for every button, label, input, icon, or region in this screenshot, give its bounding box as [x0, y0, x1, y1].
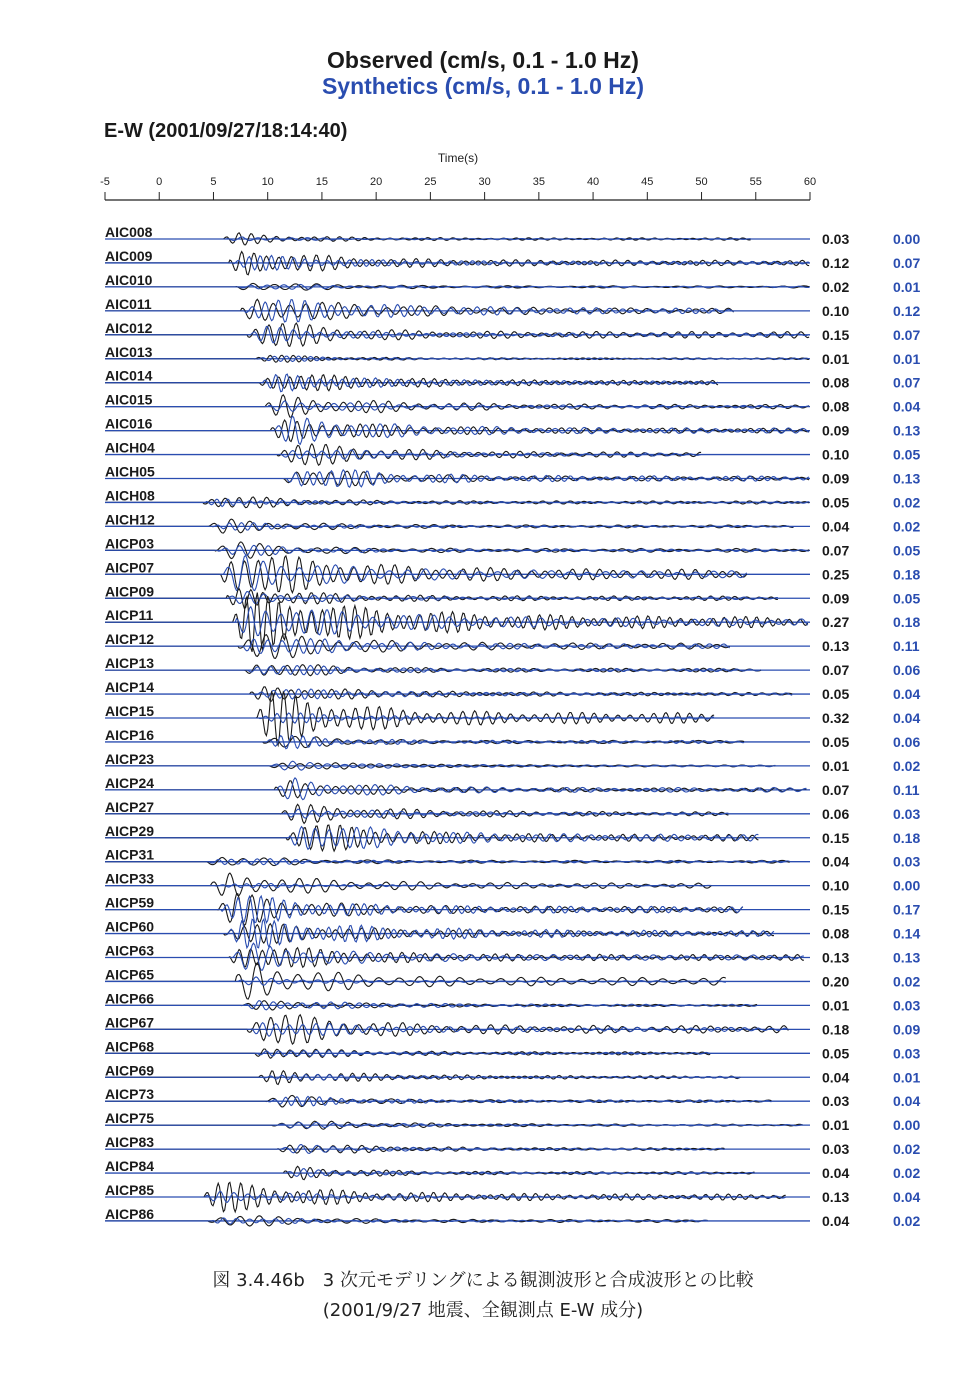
station-label: AICP63	[105, 942, 155, 959]
x-tick-label: 50	[695, 176, 708, 188]
observed-max-value: 0.13	[822, 949, 850, 966]
observed-max-value: 0.20	[822, 973, 850, 990]
synthetic-max-value: 0.06	[893, 733, 921, 750]
station-label: AICP83	[105, 1134, 155, 1151]
synthetic-max-value: 0.02	[893, 973, 921, 990]
station-label: AICP65	[105, 966, 155, 983]
synthetic-max-value: 0.18	[893, 829, 921, 846]
x-tick-label: 0	[156, 176, 163, 188]
synthetic-trace	[105, 859, 790, 865]
synthetic-max-value: 0.14	[893, 925, 921, 942]
x-tick-label: 35	[532, 176, 545, 188]
station-label: AICP59	[105, 894, 155, 911]
station-label: AICP11	[105, 607, 154, 624]
station-label: AICP67	[105, 1014, 155, 1031]
synthetic-max-value: 0.07	[893, 326, 921, 343]
observed-max-value: 0.13	[822, 638, 850, 655]
synthetic-max-value: 0.07	[893, 374, 921, 391]
station-label: AIC008	[105, 224, 153, 240]
observed-max-value: 0.13	[822, 1189, 850, 1205]
observed-max-value: 0.03	[822, 1141, 850, 1158]
x-tick-label: 10	[261, 176, 274, 188]
synthetic-max-value: 0.04	[893, 398, 921, 415]
synthetic-max-value: 0.07	[893, 254, 921, 271]
x-tick-label: 55	[749, 176, 762, 188]
observed-max-value: 0.15	[822, 326, 850, 343]
station-label: AIC014	[105, 367, 153, 384]
station-label: AICP33	[105, 870, 155, 887]
station-label: AICP84	[105, 1158, 155, 1175]
station-label: AICH04	[105, 439, 155, 456]
synthetic-max-value: 0.04	[893, 710, 921, 726]
x-tick-label: 60	[803, 176, 817, 188]
synthetic-max-value: 0.04	[893, 1189, 921, 1205]
observed-max-value: 0.27	[822, 614, 850, 631]
synthetic-max-value: 0.17	[893, 901, 921, 918]
synthetic-max-value: 0.02	[893, 1141, 921, 1158]
observed-max-value: 0.04	[822, 853, 850, 870]
observed-max-value: 0.05	[822, 1045, 850, 1062]
x-tick-label: 5	[210, 176, 217, 188]
observed-max-value: 0.08	[822, 398, 850, 415]
observed-max-value: 0.07	[822, 781, 850, 798]
synthetic-max-value: 0.13	[893, 470, 921, 487]
x-tick-label: 40	[586, 176, 600, 188]
synthetic-max-value: 0.03	[893, 997, 921, 1014]
station-label: AICP23	[105, 750, 155, 767]
synthetic-max-value: 0.00	[893, 231, 921, 247]
synthetic-max-value: 0.03	[893, 805, 921, 822]
synthetic-max-value: 0.01	[893, 350, 921, 367]
synthetic-max-value: 0.05	[893, 542, 921, 559]
observed-trace	[105, 299, 734, 320]
observed-max-value: 0.01	[822, 757, 850, 774]
station-label: AICP75	[105, 1110, 155, 1127]
x-tick-label: 20	[370, 176, 383, 188]
synthetic-max-value: 0.02	[893, 518, 921, 535]
station-label: AICP60	[105, 918, 155, 935]
observed-max-value: 0.03	[822, 1093, 850, 1110]
station-label: AIC012	[105, 319, 153, 336]
component-label: E-W (2001/09/27/18:14:40)	[104, 120, 348, 142]
synthetic-max-value: 0.00	[893, 877, 921, 894]
synthetic-max-value: 0.03	[893, 1045, 921, 1062]
synthetic-max-value: 0.18	[893, 566, 921, 583]
synthetic-trace	[105, 607, 808, 636]
observed-max-value: 0.02	[822, 278, 850, 295]
synthetic-max-value: 0.01	[893, 278, 921, 295]
observed-max-value: 0.08	[822, 374, 850, 391]
x-tick-label: 25	[424, 176, 437, 188]
observed-max-value: 0.04	[822, 1165, 850, 1182]
station-label: AIC013	[105, 343, 153, 360]
observed-max-value: 0.01	[822, 997, 850, 1014]
observed-max-value: 0.01	[822, 1117, 850, 1134]
station-label: AICH05	[105, 463, 155, 480]
station-label: AICP68	[105, 1038, 155, 1055]
station-label: AIC016	[105, 415, 153, 432]
observed-max-value: 0.15	[822, 829, 850, 846]
synthetic-max-value: 0.05	[893, 446, 921, 463]
x-tick-label: -5	[100, 176, 110, 188]
x-tick-label: 45	[641, 176, 654, 188]
observed-max-value: 0.09	[822, 422, 850, 439]
synthetic-max-value: 0.00	[893, 1117, 921, 1134]
synthetic-max-value: 0.02	[893, 494, 921, 511]
synthetic-max-value: 0.06	[893, 662, 921, 679]
station-label: AICH08	[105, 487, 155, 504]
synthetic-max-value: 0.13	[893, 422, 921, 439]
observed-max-value: 0.32	[822, 710, 850, 726]
synthetic-max-value: 0.04	[893, 1093, 921, 1110]
station-label: AICP07	[105, 559, 155, 576]
observed-max-value: 0.04	[822, 1069, 850, 1086]
observed-max-value: 0.07	[822, 662, 850, 679]
synthetic-trace	[105, 285, 809, 290]
observed-max-value: 0.05	[822, 494, 850, 511]
synthetic-max-value: 0.09	[893, 1021, 921, 1038]
observed-max-value: 0.10	[822, 302, 850, 319]
station-label: AIC015	[105, 391, 153, 408]
synthetic-max-value: 0.02	[893, 757, 921, 774]
synthetic-trace	[105, 1122, 803, 1128]
observed-max-value: 0.15	[822, 901, 850, 918]
station-label: AICP09	[105, 583, 155, 600]
station-label: AICP85	[105, 1182, 155, 1198]
station-label: AICP86	[105, 1205, 155, 1222]
synthetic-max-value: 0.11	[893, 781, 920, 798]
station-label: AICP14	[105, 679, 155, 696]
observed-max-value: 0.12	[822, 254, 850, 271]
station-label: AIC010	[105, 271, 153, 288]
observed-trace	[105, 870, 712, 895]
synthetic-max-value: 0.05	[893, 590, 921, 607]
station-label: AIC011	[105, 295, 152, 312]
observed-max-value: 0.25	[822, 566, 850, 583]
station-label: AICP69	[105, 1062, 155, 1079]
observed-max-value: 0.18	[822, 1021, 850, 1038]
synthetic-max-value: 0.11	[893, 638, 920, 655]
station-label: AICP29	[105, 822, 155, 839]
station-label: AICH12	[105, 511, 155, 528]
synthetic-max-value: 0.18	[893, 614, 921, 631]
x-tick-label: 30	[478, 176, 491, 188]
station-label: AICP27	[105, 798, 155, 815]
observed-max-value: 0.04	[822, 1212, 850, 1229]
observed-max-value: 0.09	[822, 470, 850, 487]
chart-title-observed: Observed (cm/s, 0.1 - 1.0 Hz)	[327, 47, 639, 73]
synthetic-max-value: 0.02	[893, 1165, 921, 1182]
station-label: AICP13	[105, 655, 155, 672]
x-tick-label: 15	[315, 176, 329, 188]
synthetic-trace	[105, 943, 804, 970]
observed-max-value: 0.03	[822, 231, 850, 247]
station-label: AICP31	[105, 846, 155, 863]
synthetic-trace	[105, 523, 794, 531]
synthetic-max-value: 0.01	[893, 1069, 921, 1086]
figure-caption-sub: (2001/9/27 地震、全観測点 E-W 成分)	[322, 1300, 644, 1321]
station-label: AICP24	[105, 774, 155, 791]
observed-max-value: 0.09	[822, 590, 850, 607]
synthetic-max-value: 0.03	[893, 853, 921, 870]
observed-max-value: 0.08	[822, 925, 850, 942]
station-label: AICP03	[105, 535, 155, 552]
station-label: AICP16	[105, 726, 155, 743]
synthetic-max-value: 0.12	[893, 302, 921, 319]
station-label: AICP73	[105, 1086, 155, 1103]
x-axis-label: Time(s)	[437, 151, 479, 165]
observed-max-value: 0.10	[822, 877, 850, 894]
synthetic-trace	[105, 556, 747, 591]
observed-max-value: 0.04	[822, 518, 850, 535]
observed-max-value: 0.05	[822, 733, 850, 750]
synthetic-max-value: 0.04	[893, 686, 921, 703]
station-label: AIC009	[105, 247, 153, 264]
synthetic-max-value: 0.13	[893, 949, 921, 966]
observed-max-value: 0.01	[822, 350, 850, 367]
observed-max-value: 0.07	[822, 542, 850, 559]
synthetic-max-value: 0.02	[893, 1212, 921, 1229]
observed-max-value: 0.05	[822, 686, 850, 703]
station-label: AICP15	[105, 703, 155, 719]
synthetic-trace	[105, 713, 714, 723]
observed-max-value: 0.10	[822, 446, 850, 463]
station-label: AICP66	[105, 990, 155, 1007]
figure-caption: 図 3.4.46b 3 次元モデリングによる観測波形と合成波形との比較	[212, 1270, 754, 1291]
station-label: AICP12	[105, 631, 155, 648]
chart-title-synthetics: Synthetics (cm/s, 0.1 - 1.0 Hz)	[321, 73, 645, 99]
observed-max-value: 0.06	[822, 805, 850, 822]
